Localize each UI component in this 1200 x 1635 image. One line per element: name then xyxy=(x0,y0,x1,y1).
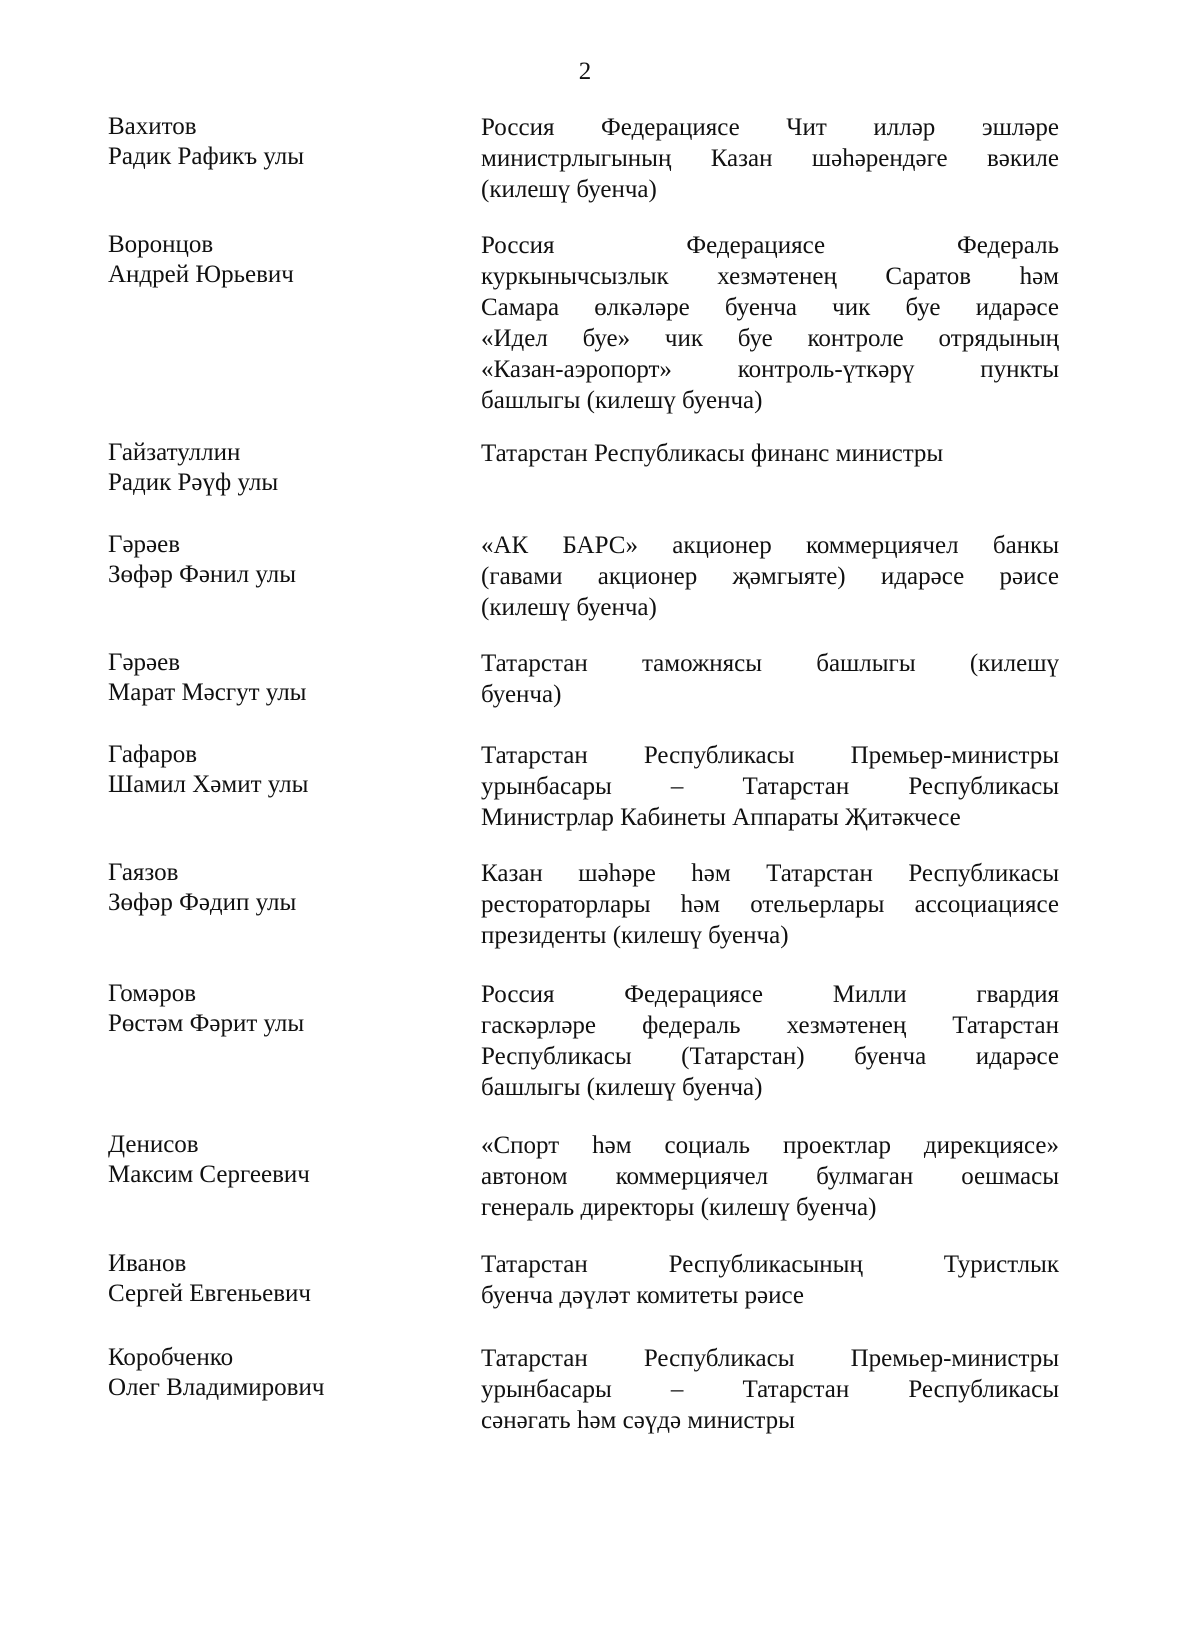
position-text-line: сәнәгать һәм сәүдә министры xyxy=(481,1407,795,1434)
position-text-line: «Идел буе» чик буе контроле отрядының xyxy=(481,325,1059,352)
position-text-line: урынбасары – Татарстан Республикасы xyxy=(481,773,1059,800)
member-position xyxy=(481,858,1059,951)
position-text-line: Татарстан Республикасы Премьер-министры xyxy=(481,1345,1059,1372)
member-given-name: Радик Рәүф улы xyxy=(108,469,279,496)
member-given-name: Радик Рафикъ улы xyxy=(108,143,305,170)
position-text-line: (килешү буенча) xyxy=(481,594,657,621)
member-name xyxy=(108,112,438,172)
member-name xyxy=(108,979,438,1039)
position-text-line: генераль директоры (килешү буенча) xyxy=(481,1194,877,1221)
position-text-line: Татарстан Республикасының Туристлык xyxy=(481,1251,1059,1278)
position-text-line: гаскәрләре федераль хезмәтенең Татарстан xyxy=(481,1012,1059,1039)
position-text-line: министрлыгының Казан шәһәрендәге вәкиле xyxy=(481,145,1059,172)
position-text-line: башлыгы (килешү буенча) xyxy=(481,1074,763,1101)
member-surname: Гафаров xyxy=(108,741,198,768)
position-text-line: Министрлар Кабинеты Аппараты Җитәкчесе xyxy=(481,804,961,831)
member-given-name: Сергей Евгеньевич xyxy=(108,1280,311,1307)
position-text-line: куркынычсызлык хезмәтенең Саратов һәм xyxy=(481,263,1059,290)
page-number: 2 xyxy=(578,58,592,85)
member-name xyxy=(108,1249,438,1309)
member-surname: Коробченко xyxy=(108,1344,234,1371)
position-text-line: Россия Федерациясе Чит илләр эшләре xyxy=(481,114,1059,141)
member-position xyxy=(481,438,1059,469)
member-surname: Гайзатуллин xyxy=(108,439,241,466)
position-text-line: Татарстан Республикасы финанс министры xyxy=(481,440,944,467)
position-text-line: (килешү буенча) xyxy=(481,176,657,203)
member-name xyxy=(108,858,438,918)
member-given-name: Шамил Хәмит улы xyxy=(108,771,309,798)
member-name xyxy=(108,740,438,800)
member-surname: Гәрәев xyxy=(108,649,181,676)
position-text-line: Татарстан Республикасы Премьер-министры xyxy=(481,742,1059,769)
member-position xyxy=(481,1343,1059,1436)
position-text-line: Татарстан таможнясы башлыгы (килешү xyxy=(481,650,1059,677)
member-given-name: Олег Владимирович xyxy=(108,1374,325,1401)
member-surname: Вахитов xyxy=(108,113,197,140)
position-text-line: (гавами акционер җәмгыяте) идарәсе рәисе xyxy=(481,563,1059,590)
member-surname: Гаязов xyxy=(108,859,179,886)
member-name xyxy=(108,1130,438,1190)
member-position xyxy=(481,648,1059,710)
member-position xyxy=(481,530,1059,623)
position-text-line: Россия Федерациясе Милли гвардия xyxy=(481,981,1059,1008)
position-text-line: башлыгы (килешү буенча) xyxy=(481,387,763,414)
position-text-line: Казан шәһәре һәм Татарстан Республикасы xyxy=(481,860,1059,887)
member-name xyxy=(108,530,438,590)
position-text-line: буенча дәүләт комитеты рәисе xyxy=(481,1282,804,1309)
member-position xyxy=(481,740,1059,833)
member-name xyxy=(108,1343,438,1403)
position-text-line: Россия Федерациясе Федераль xyxy=(481,232,1059,259)
position-text-line: Самара өлкәләре буенча чик буе идарәсе xyxy=(481,294,1059,321)
member-surname: Иванов xyxy=(108,1250,187,1277)
position-text-line: Республикасы (Татарстан) буенча идарәсе xyxy=(481,1043,1059,1070)
position-text-line: урынбасары – Татарстан Республикасы xyxy=(481,1376,1059,1403)
member-position xyxy=(481,1249,1059,1311)
member-position xyxy=(481,112,1059,205)
member-surname: Гәрәев xyxy=(108,531,181,558)
member-position xyxy=(481,979,1059,1103)
member-given-name: Зөфәр Фәдип улы xyxy=(108,889,297,916)
member-position xyxy=(481,230,1059,416)
position-text-line: автоном коммерциячел булмаган оешмасы xyxy=(481,1163,1059,1190)
member-given-name: Рөстәм Фәрит улы xyxy=(108,1010,305,1037)
member-name xyxy=(108,648,438,708)
member-surname: Воронцов xyxy=(108,231,214,258)
member-name xyxy=(108,230,438,290)
position-text-line: «Спорт һәм социаль проектлар дирекциясе» xyxy=(481,1132,1059,1159)
position-text-line: рестораторлары һәм отельерлары ассоциациясе xyxy=(481,891,1059,918)
member-given-name: Андрей Юрьевич xyxy=(108,261,294,288)
position-text-line: «АК БАРС» акционер коммерциячел банкы xyxy=(481,532,1059,559)
position-text-line: президенты (килешү буенча) xyxy=(481,922,789,949)
member-name xyxy=(108,438,438,498)
position-text-line: буенча) xyxy=(481,681,562,708)
member-surname: Гомәров xyxy=(108,980,197,1007)
member-surname: Денисов xyxy=(108,1131,199,1158)
position-text-line: «Казан-аэропорт» контроль-үткәрү пункты xyxy=(481,356,1059,383)
member-position xyxy=(481,1130,1059,1223)
member-given-name: Зөфәр Фәнил улы xyxy=(108,561,297,588)
member-given-name: Марат Мәсгут улы xyxy=(108,679,307,706)
member-given-name: Максим Сергеевич xyxy=(108,1161,310,1188)
